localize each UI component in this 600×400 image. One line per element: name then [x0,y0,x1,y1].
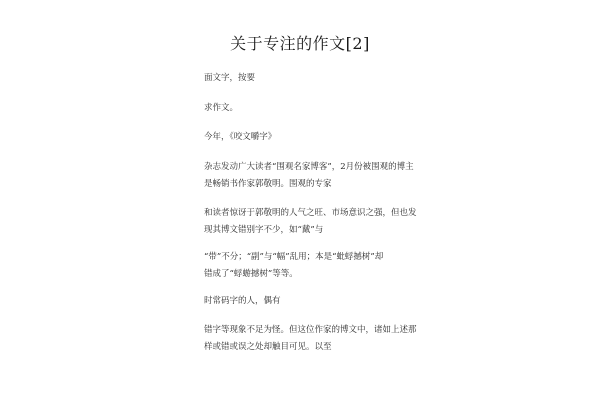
paragraph-6 [204,249,434,283]
paragraph-line: 时常码字的人，偶有 [204,296,281,306]
paragraph-line: 现其博文错别字不少，如“戴”与 [204,225,324,235]
paragraph-7 [204,293,434,310]
paragraph-line: 错字等现象不足为怪。但这位作家的博文中，诸如上述那 [204,325,417,335]
paragraph-4 [204,159,434,193]
paragraph-line: 样或错或误之处却触目可见。以至 [204,342,332,352]
paragraph-line: 今年，《咬文嚼字》 [204,132,277,142]
paragraph-line: 错成了“蜉蝣撼树”等等。 [204,269,298,279]
paragraph-line: 是畅销书作家郭敬明。围观的专家 [204,179,332,189]
paragraph-line: 杂志发动广大读者“围观名家博客”，2月份被围观的博主 [204,162,414,172]
paragraph-8 [204,322,434,356]
paragraph-line: 和读者惊讶于郭敬明的人气之旺、市场意识之强，但也发 [204,208,417,218]
paragraph-line: 求作文。 [204,103,239,113]
document-title: 关于专注的作文[2] [230,34,370,53]
paragraph-line: “带”不分；“副”与“幅”乱用；本是“蚍蜉撼树”却 [204,252,384,262]
paragraph-2 [204,100,434,117]
paragraph-1 [204,70,434,87]
paragraph-5 [204,205,434,239]
paragraph-3 [204,129,434,146]
paragraph-line: 面文字，按要 [204,73,256,83]
